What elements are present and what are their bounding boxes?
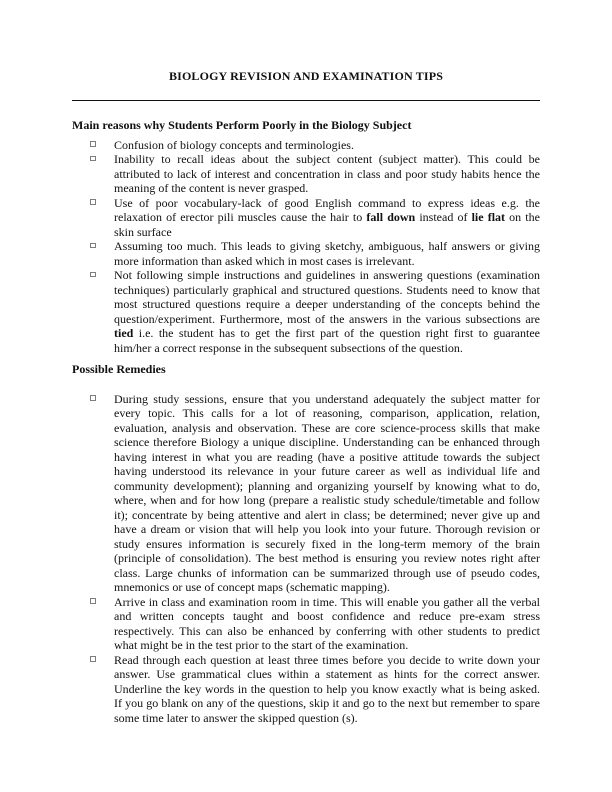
sections-container [72, 118, 540, 726]
list-item [72, 653, 540, 726]
emphasis-text: tied [114, 326, 134, 340]
body-text: Inability to recall ideas about the subject content (subject matter). This could be attributed to lack of interest and concentration in class and poor study habits hence the meaning of the content is never grasped. [114, 152, 540, 195]
body-text: instead of [415, 210, 472, 224]
body-text: Arrive in class and examination room in time. This will enable you gather all the verbal and written concepts taught and boost confidence and reduce pre-exam stress respectively. This can also be enhanced by conferring with other students to predict what might be in the test prior to the start of the examination. [114, 594, 540, 652]
list-item [72, 196, 540, 240]
square-bullet-icon [90, 656, 96, 662]
body-text: Read through each question at least three times before you decide to write down your answer. Use grammatical clues within a statement as hints for the correct answer. Underline the key words in the question to help you know exactly what is being asked. If you go blank on any of the questions, skip it and go to the next but remember to spare some time later to answer the skipped question (s). [114, 652, 540, 725]
body-text: on the skin surface [114, 210, 540, 239]
section-1 [72, 118, 540, 356]
emphasis-text: fall down [366, 210, 416, 224]
title-divider [72, 100, 540, 101]
square-bullet-icon [90, 598, 96, 604]
body-text: Confusion of biology concepts and terminologies. [114, 137, 354, 152]
square-bullet-icon [90, 141, 96, 147]
section-heading: Possible Remedies [72, 362, 166, 376]
list-item [72, 138, 540, 153]
list-item [72, 152, 540, 196]
section-heading: Main reasons why Students Perform Poorly in the Biology Subject [72, 117, 412, 132]
bullet-list [72, 138, 540, 356]
square-bullet-icon [90, 199, 96, 205]
body-text: i.e. the student has to get the first part of the question right first to guarantee him/her a correct response in the subsequent subsections of the question. [114, 326, 540, 355]
document-title: BIOLOGY REVISION AND EXAMINATION TIPS [168, 69, 444, 83]
bullet-list [72, 392, 540, 726]
square-bullet-icon [90, 395, 96, 401]
body-text: Assuming too much. This leads to giving sketchy, ambiguous, half answers or giving more information than asked which in most cases is irrelevant. [114, 239, 540, 268]
square-bullet-icon [90, 272, 96, 278]
body-text: Use of poor vocabulary-lack of good English command to express ideas e.g. the relaxation of erector pili muscles cause the hair to [114, 195, 540, 224]
emphasis-text: lie flat [471, 210, 506, 224]
body-text: During study sessions, ensure that you understand adequately the subject matter for every topic. This calls for a lot of reasoning, comparison, application, relation, evaluation, analysis and observation. These are core science-process skills that make science therefore Biology a unique discipline. Understanding can be enhanced through having interest in what you are reading (have a positive attitude towards the subject having understood its relevance in your future career as well as individual life and community development); planning and organizing yourself by knowing what to do, where, when and for how long (prepare a realistic study schedule/timetable and follow it); concentrate by being attentive and alert in class; be determined; never give up and have a dream or vision that will help you look into your future. Thorough revision or study ensures information is securely fixed in the long-term memory of the brain (principle of consolidation). The best method is ensuring you review notes right after class. Large chunks of information can be summarized through use of pseudo codes, mnemonics or use of concept maps (schematic mapping). [114, 391, 540, 594]
list-item [72, 595, 540, 653]
square-bullet-icon [90, 243, 96, 249]
body-text: Not following simple instructions and guidelines in answering questions (examination techniques) particularly graphical and structured questions. Students need to know that most structured questions require a deeper understanding of the concepts behind the question/experiment. Furthermore, most of the answers in the various subsections are [114, 268, 540, 326]
list-item [72, 268, 540, 355]
square-bullet-icon [90, 156, 96, 162]
list-item [72, 239, 540, 268]
section-2 [72, 362, 540, 725]
list-item [72, 392, 540, 595]
